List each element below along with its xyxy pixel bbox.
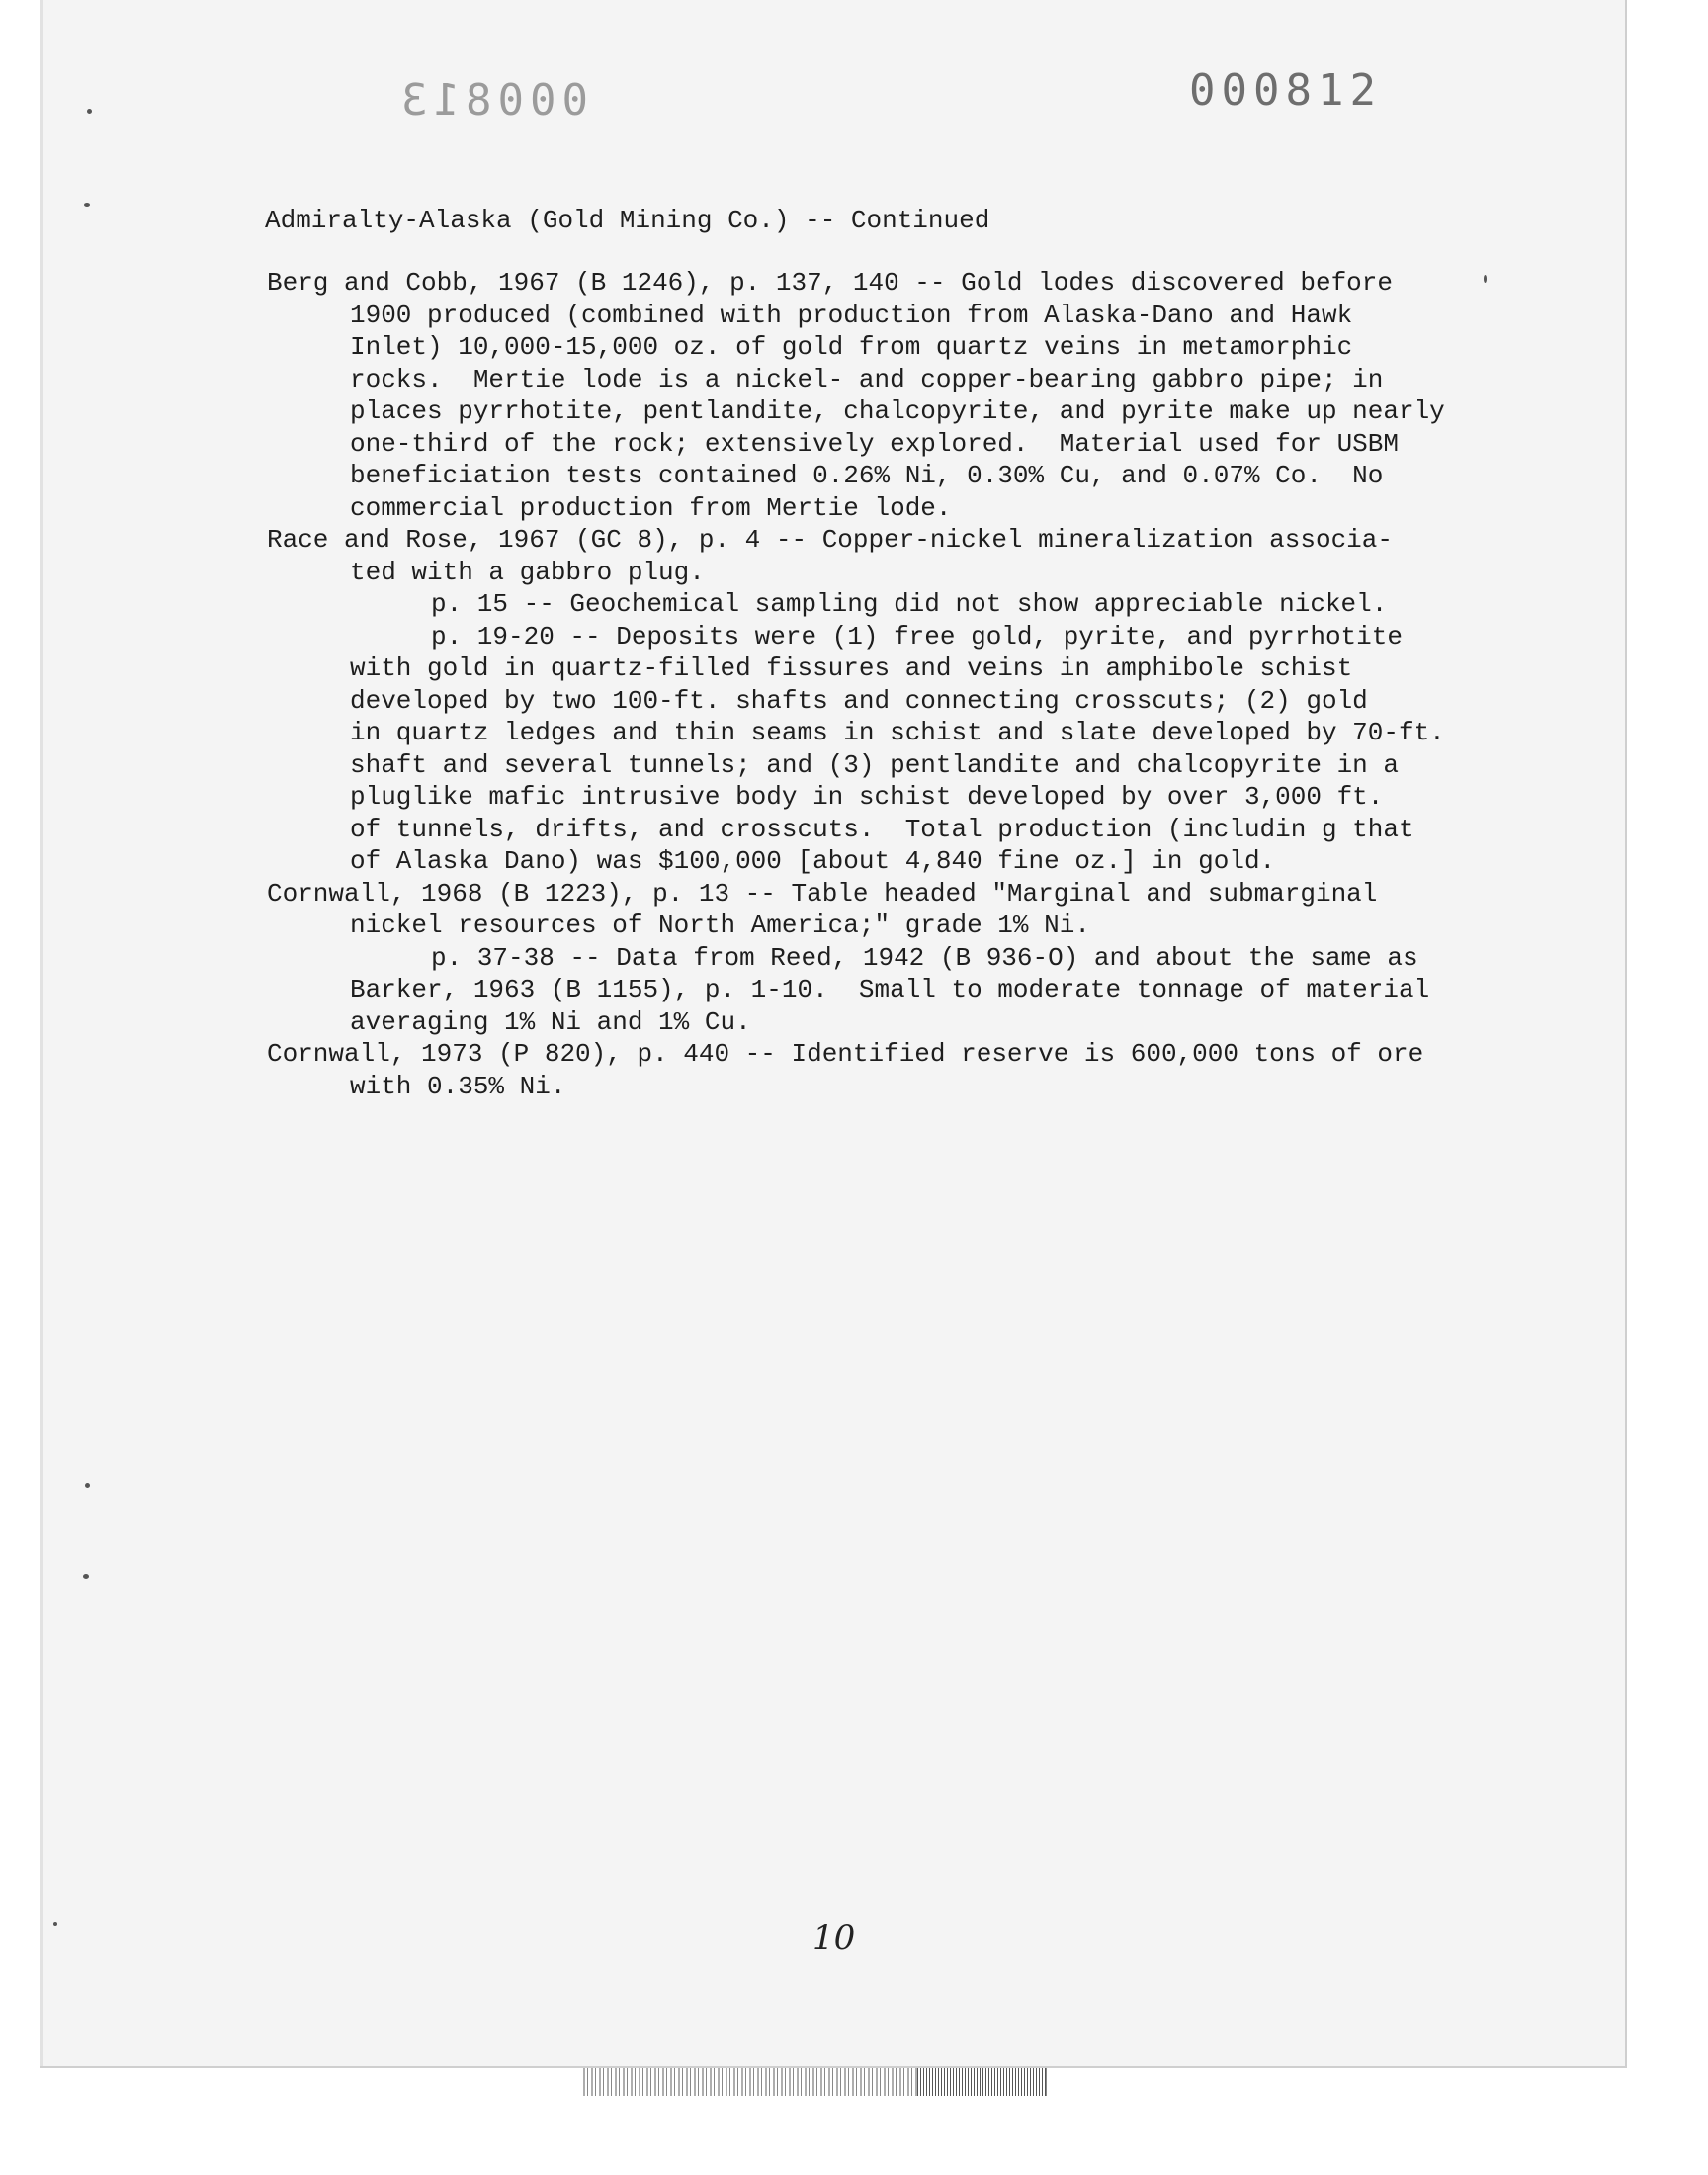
entry-line: nickel resources of North America;" grade 1% Ni. — [350, 911, 1090, 940]
entry-line: commercial production from Mertie lode. — [350, 492, 952, 523]
entry-line: beneficiation tests contained 0.26% Ni, 0.30% Cu, and 0.07% Co. No — [350, 461, 1384, 490]
entry-line: shaft and several tunnels; and (3) pentlandite and chalcopyrite in a — [350, 749, 1399, 780]
mirrored-document-number-stamp: 000813 — [395, 75, 588, 126]
entry-line: Cornwall, 1973 (P 820), p. 440 -- Identified reserve is 600,000 tons of ore — [267, 1039, 1424, 1069]
section-heading: Admiralty-Alaska (Gold Mining Co.) -- Continued — [265, 206, 990, 235]
entry-line: of tunnels, drifts, and crosscuts. Total production (includin g that — [350, 814, 1414, 844]
document-number-stamp: 000812 — [1189, 65, 1382, 116]
reference-entry-cornwall-1973 — [267, 1038, 1552, 1102]
reference-entry-cornwall-1968 — [267, 878, 1552, 1039]
entry-line: Berg and Cobb, 1967 (B 1246), p. 137, 140 -- Gold lodes discovered before — [267, 268, 1393, 298]
entry-line: Inlet) 10,000-15,000 oz. of gold from quartz veins in metamorphic — [350, 332, 1353, 362]
scan-speck — [85, 1483, 90, 1488]
reference-entry-berg-cobb — [267, 267, 1552, 524]
entry-line: pluglike mafic intrusive body in schist developed by over 3,000 ft. — [350, 782, 1384, 812]
reference-entries — [267, 267, 1552, 1102]
entry-line: Race and Rose, 1967 (GC 8), p. 4 -- Copper-nickel mineralization associa- — [267, 525, 1393, 555]
entry-line: Barker, 1963 (B 1155), p. 1-10. Small to moderate tonnage of material — [350, 975, 1430, 1004]
entry-line: ted with a gabbro plug. — [350, 557, 705, 587]
entry-line: places pyrrhotite, pentlandite, chalcopyrite, and pyrite make up nearly — [350, 396, 1445, 426]
scan-speck — [87, 109, 92, 114]
scan-speck — [83, 1574, 89, 1579]
scan-speck — [53, 1922, 57, 1926]
reference-entry-race-rose — [267, 524, 1552, 878]
entry-line: one-third of the rock; extensively explored. Material used for USBM — [350, 428, 1399, 459]
entry-line: of Alaska Dano) was $100,000 [about 4,840 fine oz.] in gold. — [350, 846, 1276, 876]
handwritten-page-number: 10 — [812, 1918, 856, 1958]
scan-barcode-strip — [917, 2068, 1046, 2096]
entry-line: developed by two 100-ft. shafts and connecting crosscuts; (2) gold — [350, 685, 1368, 716]
entry-line: 1900 produced (combined with production from Alaska-Dano and Hawk — [350, 300, 1353, 330]
entry-line: Cornwall, 1968 (B 1223), p. 13 -- Table headed "Marginal and submarginal — [267, 878, 1378, 909]
scan-speck — [1484, 275, 1487, 283]
page-edge — [40, 0, 43, 2066]
entry-line: in quartz ledges and thin seams in schist and slate developed by 70-ft. — [350, 718, 1445, 747]
entry-line: p. 19-20 -- Deposits were (1) free gold, pyrite, and pyrrhotite — [431, 621, 1403, 652]
scan-speck — [84, 203, 90, 207]
entry-line: averaging 1% Ni and 1% Cu. — [350, 1006, 751, 1037]
entry-line: with 0.35% Ni. — [350, 1071, 566, 1101]
entry-line: with gold in quartz-filled fissures and veins in amphibole schist — [350, 653, 1353, 683]
entry-line: p. 15 -- Geochemical sampling did not show appreciable nickel. — [431, 589, 1388, 619]
entry-line: p. 37-38 -- Data from Reed, 1942 (B 936-O) and about the same as — [431, 942, 1418, 973]
entry-line: rocks. Mertie lode is a nickel- and copper-bearing gabbro pipe; in — [350, 364, 1384, 394]
